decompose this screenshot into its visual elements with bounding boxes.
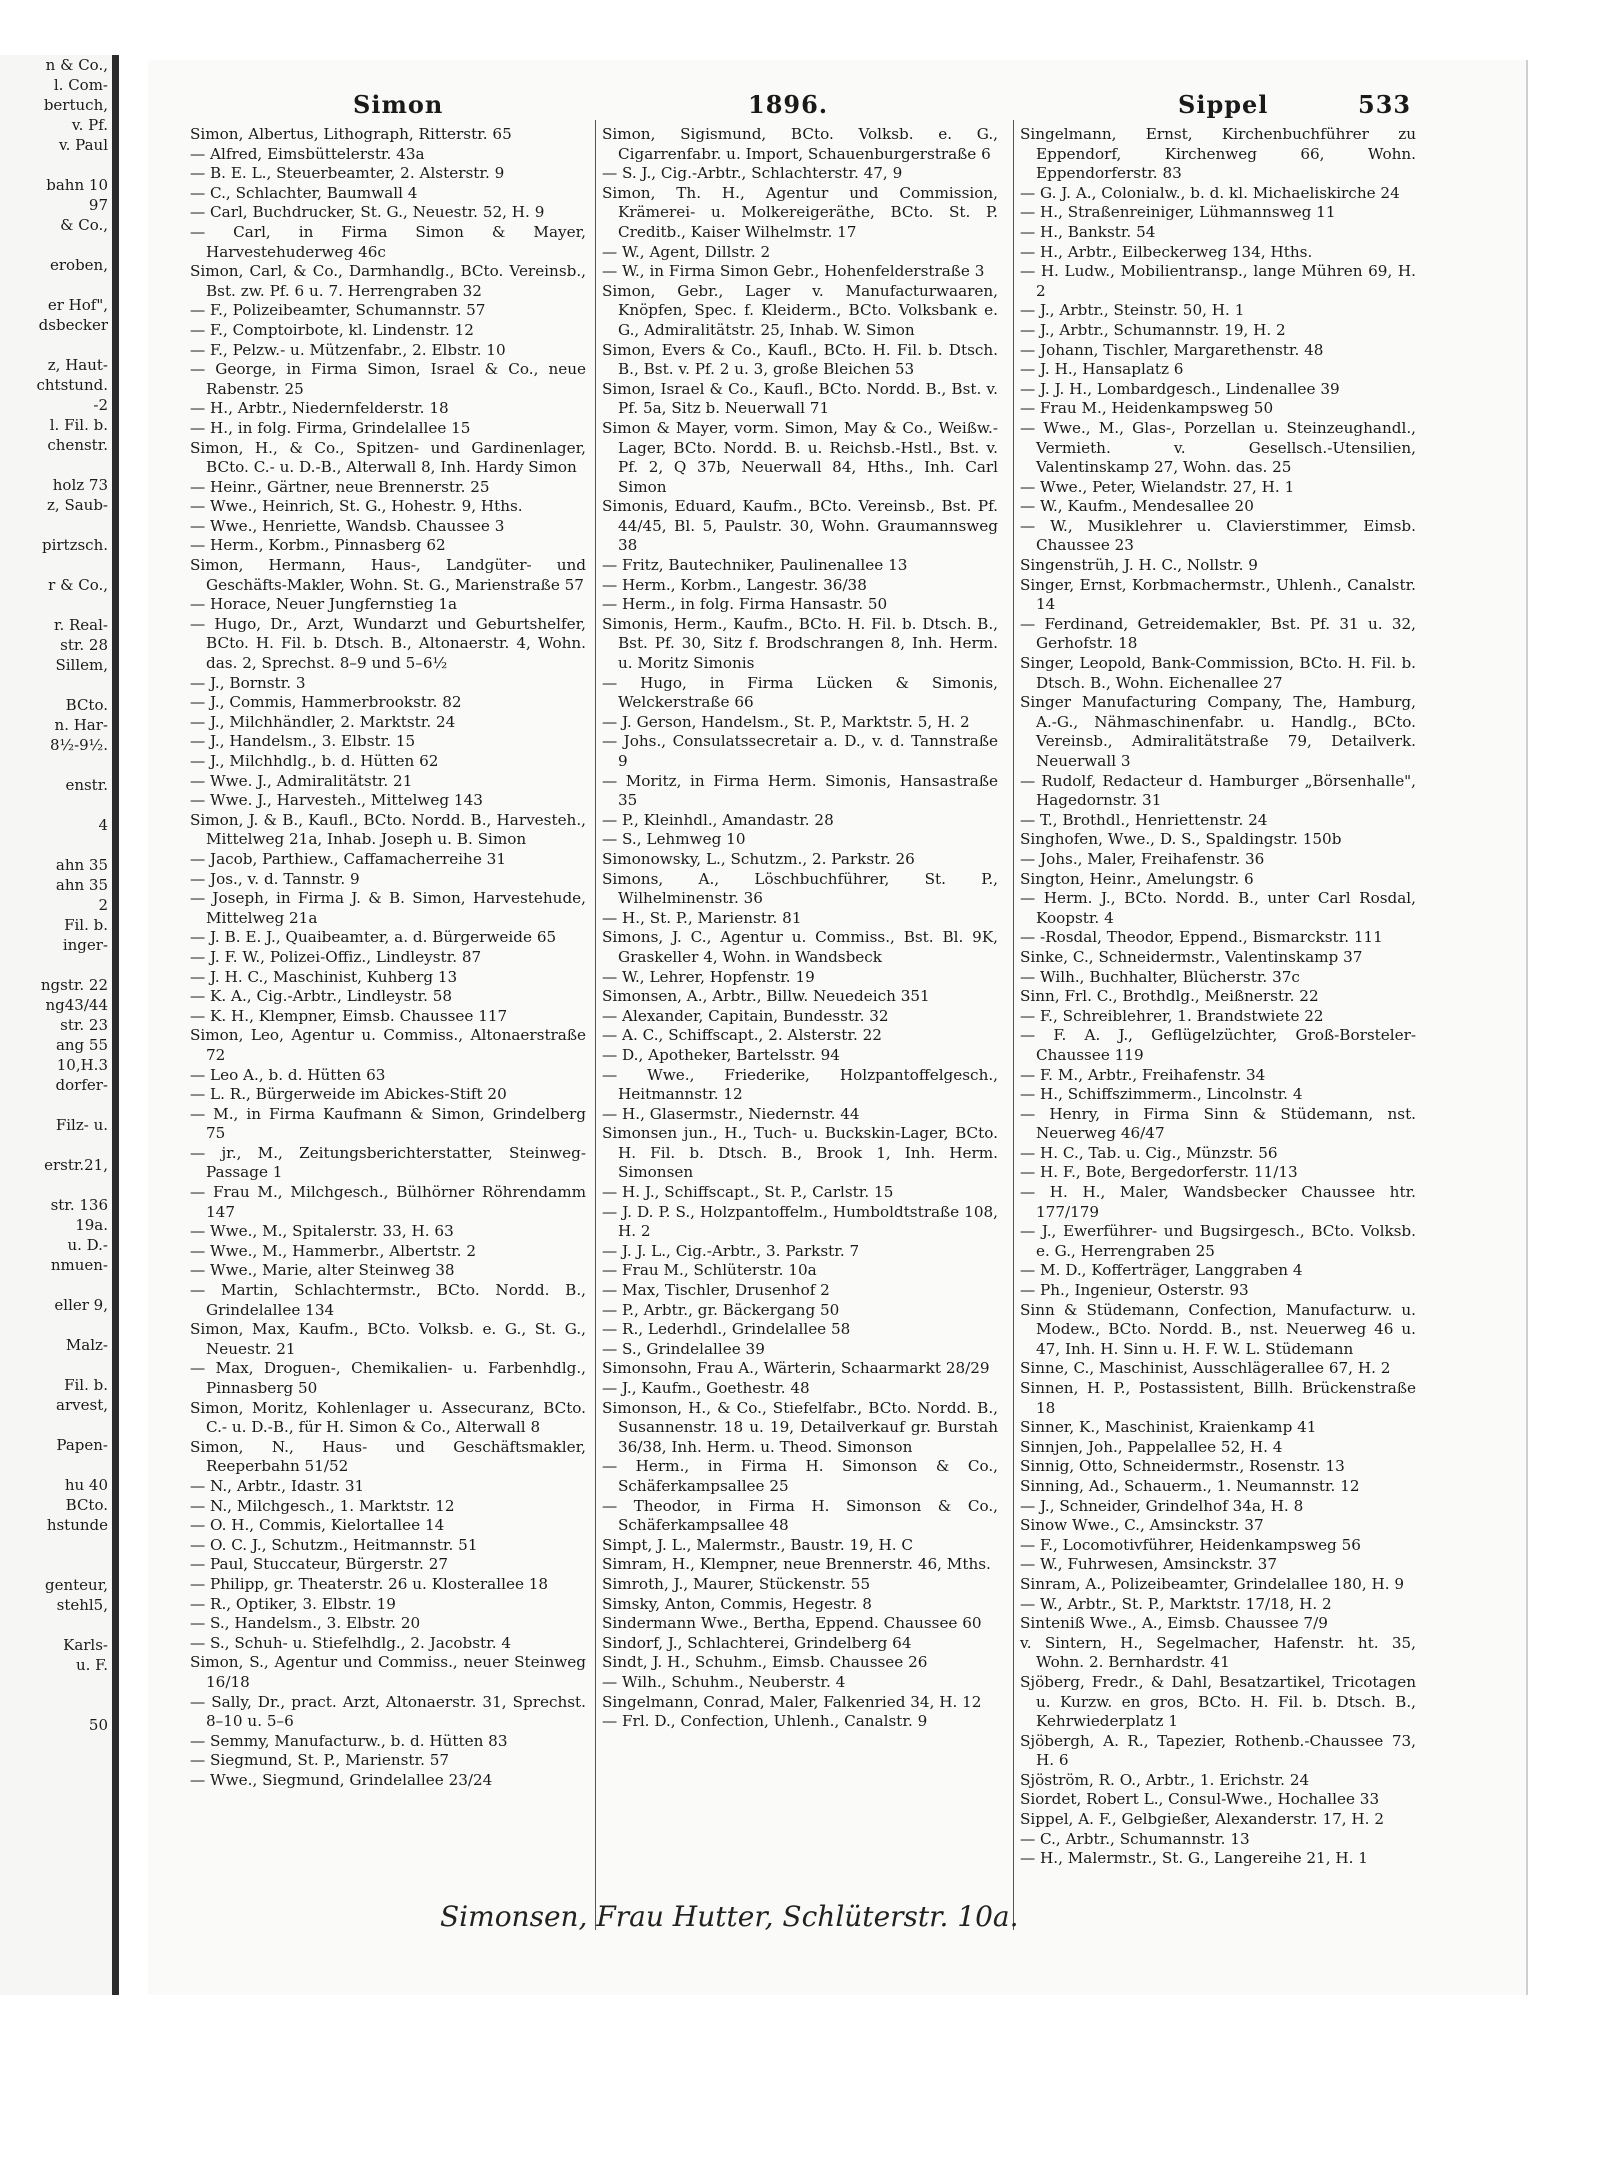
prev-page-fragment: & Co., <box>60 216 108 234</box>
directory-entry: Simonis, Eduard, Kaufm., BCto. Vereinsb., Bst. Pf. 44/45, Bl. 5, Paulstr. 30, Wohn. Graumannsweg 38 <box>602 497 998 555</box>
directory-entry: Simon, Moritz, Kohlenlager u. Assecuranz, BCto. C.- u. D.-B., für H. Simon & Co., Alterwall 8 <box>190 1398 586 1437</box>
directory-entry: — H. Ludw., Mobilientransp., lange Mühren 69, H. 2 <box>1020 262 1416 300</box>
prev-page-fragment: Fil. b. <box>64 916 108 934</box>
directory-entry: — Johs., Consulatssecretair a. D., v. d. Tannstraße 9 <box>602 732 998 770</box>
directory-entry: — Sally, Dr., pract. Arzt, Altonaerstr. 31, Sprechst. 8–10 u. 5–6 <box>190 1692 586 1731</box>
directory-entry: — Alfred, Eimsbüttelerstr. 43a <box>190 144 425 163</box>
directory-entry: — F., Comptoirbote, kl. Lindenstr. 12 <box>190 320 474 339</box>
directory-entry: — Frau M., Milchgesch., Bülhörner Röhrendamm 147 <box>190 1183 586 1221</box>
directory-entry: Singer Manufacturing Company, The, Hamburg, A.-G., Nähmaschinenfabr. u. Handlg., BCto. Vereinsb., Admiralitätstraße 79, Detailverk. Neuerwall 3 <box>1020 693 1416 770</box>
directory-entry: Sinnjen, Joh., Pappelallee 52, H. 4 <box>1020 1437 1283 1456</box>
prev-page-fragment: genteur, <box>45 1576 108 1594</box>
directory-entry: — O. H., Commis, Kielortallee 14 <box>190 1516 445 1535</box>
directory-entry: — H., Arbtr., Eilbeckerweg 134, Hths. <box>1020 242 1313 261</box>
directory-entry: Simon, Th. H., Agentur und Commission, Krämerei- u. Molkereigeräthe, BCto. St. P. Creditb., Kaiser Wilhelmstr. 17 <box>602 183 998 241</box>
column-1 <box>190 125 586 1790</box>
directory-entry: Simonsen jun., H., Tuch- u. Buckskin-Lager, BCto. H. Fil. b. Dtsch. B., Brook 1, Inh. Herm. Simonsen <box>602 1124 998 1182</box>
directory-entry: Simroth, J., Maurer, Stückenstr. 55 <box>602 1574 871 1593</box>
directory-entry: — J., Arbtr., Schumannstr. 19, H. 2 <box>1020 320 1286 339</box>
directory-entry: — Joseph, in Firma J. & B. Simon, Harvestehude, Mittelweg 21a <box>190 889 586 927</box>
directory-entry: Siordet, Robert L., Consul-Wwe., Hochallee 33 <box>1020 1790 1380 1809</box>
directory-entry: — H. J., Schiffscapt., St. P., Carlstr. 15 <box>602 1183 894 1202</box>
directory-entry: — Wwe., M., Hammerbr., Albertstr. 2 <box>190 1241 476 1260</box>
directory-entry: — J., Ewerführer- und Bugsirgesch., BCto. Volksb. e. G., Herrengraben 25 <box>1020 1222 1416 1260</box>
directory-entry: — W., Fuhrwesen, Amsinckstr. 37 <box>1020 1555 1277 1574</box>
prev-page-fragment <box>0 955 112 975</box>
prev-page-fragment: Fil. b. <box>64 1376 108 1394</box>
directory-entry: — O. C. J., Schutzm., Heitmannstr. 51 <box>190 1535 478 1554</box>
prev-page-fragment: BCto. <box>65 1496 108 1514</box>
directory-entry: Sinteniß Wwe., A., Eimsb. Chaussee 7/9 <box>1020 1614 1328 1633</box>
directory-entry: — Moritz, in Firma Herm. Simonis, Hansastraße 35 <box>602 771 998 810</box>
directory-entry: — W., Kaufm., Mendesallee 20 <box>1020 497 1254 516</box>
prev-page-fragment <box>0 455 112 475</box>
prev-page-fragment: 4 <box>98 816 108 834</box>
directory-entry: Sinner, K., Maschinist, Kraienkamp 41 <box>1020 1418 1317 1437</box>
directory-entry: Sinne, C., Maschinist, Ausschlägerallee 67, H. 2 <box>1020 1359 1391 1378</box>
directory-entry: — F. A. J., Geflügelzüchter, Groß-Borsteler-Chaussee 119 <box>1020 1026 1416 1064</box>
prev-page-fragment <box>0 1555 112 1575</box>
directory-entry: — Wwe., Friederike, Holzpantoffelgesch., Heitmannstr. 12 <box>602 1065 998 1104</box>
directory-entry: — F., Locomotivführer, Heidenkampsweg 56 <box>1020 1535 1361 1554</box>
prev-page-fragment: 97 <box>88 196 108 214</box>
running-head-left: Simon <box>353 90 444 119</box>
directory-entry: — H. F., Bote, Bergedorferstr. 11/13 <box>1020 1163 1298 1182</box>
prev-page-fragment <box>0 675 112 695</box>
prev-page-fragment <box>0 555 112 575</box>
prev-page-fragment: hstunde <box>46 1516 108 1534</box>
prev-page-fragment: dsbecker <box>38 316 108 334</box>
directory-entry: — Philipp, gr. Theaterstr. 26 u. Klosterallee 18 <box>190 1574 549 1593</box>
directory-entry: — H., Straßenreiniger, Lühmannsweg 11 <box>1020 203 1336 222</box>
directory-entry: Simonowsky, L., Schutzm., 2. Parkstr. 26 <box>602 849 915 868</box>
directory-entry: Simon, S., Agentur und Commiss., neuer Steinweg 16/18 <box>190 1653 586 1691</box>
directory-entry: Simons, J. C., Agentur u. Commiss., Bst. Bl. 9K, Graskeller 4, Wohn. in Wandsbeck <box>602 928 998 966</box>
directory-entry: — J., Commis, Hammerbrookstr. 82 <box>190 693 462 712</box>
directory-entry: — Wwe., M., Spitalerstr. 33, H. 63 <box>190 1222 454 1241</box>
directory-entry: Simon & Mayer, vorm. Simon, May & Co., Weißw.-Lager, BCto. Nordd. B. u. Reichsb.-Hstl., Bst. v. Pf. 2, Q 37b, Neuerwall 84, Hths., Inh. Carl Simon <box>602 418 998 496</box>
directory-entry: Simon, Sigismund, BCto. Volksb. e. G., Cigarrenfabr. u. Import, Schauenburgerstraße 6 <box>602 125 998 163</box>
directory-entry: — W., Lehrer, Hopfenstr. 19 <box>602 967 815 986</box>
prev-page-fragment: Karls- <box>63 1636 108 1654</box>
directory-entry: — Herm., in Firma H. Simonson & Co., Schäferkampsallee 25 <box>602 1457 998 1495</box>
directory-entry: Simon, Israel & Co., Kaufl., BCto. Nordd. B., Bst. v. Pf. 5a, Sitz b. Neuerwall 71 <box>602 379 998 418</box>
prev-page-fragment: stehl5, <box>56 1596 108 1614</box>
directory-entry: — M. D., Kofferträger, Langgraben 4 <box>1020 1261 1303 1280</box>
directory-entry: Simon, N., Haus- und Geschäftsmakler, Reeperbahn 51/52 <box>190 1437 586 1476</box>
prev-page-fragment <box>0 1415 112 1435</box>
directory-entry: — Wwe., Marie, alter Steinweg 38 <box>190 1261 455 1280</box>
prev-page-fragment: bahn 10 <box>46 176 108 194</box>
prev-page-fragment <box>0 155 112 175</box>
prev-page-fragment <box>0 1315 112 1335</box>
directory-entry: Simsky, Anton, Commis, Hegestr. 8 <box>602 1594 872 1613</box>
directory-entry: — -Rosdal, Theodor, Eppend., Bismarckstr. 111 <box>1020 928 1383 947</box>
directory-entry: Singer, Ernst, Korbmachermstr., Uhlenh., Canalstr. 14 <box>1020 575 1416 614</box>
directory-entry: — S., Handelsm., 3. Elbstr. 20 <box>190 1614 421 1633</box>
directory-entry: Singenstrüh, J. H. C., Nollstr. 9 <box>1020 556 1258 575</box>
directory-entry: — H., Malermstr., St. G., Langereihe 21, H. 1 <box>1020 1849 1368 1868</box>
prev-page-fragment: l. Fil. b. <box>49 416 108 434</box>
directory-entry: — Martin, Schlachtermstr., BCto. Nordd. B., Grindelallee 134 <box>190 1281 586 1319</box>
prev-page-fragment: 2 <box>98 896 108 914</box>
directory-entry: — Frau M., Schlüterstr. 10a <box>602 1261 817 1280</box>
directory-entry: Sinnig, Otto, Schneidermstr., Rosenstr. 13 <box>1020 1457 1345 1476</box>
prev-page-fragment: Malz- <box>65 1336 108 1354</box>
directory-entry: — J., Kaufm., Goethestr. 48 <box>602 1379 810 1397</box>
directory-entry: — Jacob, Parthiew., Caffamacherreihe 31 <box>190 849 506 868</box>
directory-entry: Sington, Heinr., Amelungstr. 6 <box>1020 869 1254 888</box>
prev-page-fragment: 8½-9½. <box>49 736 108 754</box>
directory-entry: — R., Optiker, 3. Elbstr. 19 <box>190 1594 396 1613</box>
prev-page-fragment: Papen- <box>56 1436 108 1454</box>
directory-entry: — Paul, Stuccateur, Bürgerstr. 27 <box>190 1555 449 1574</box>
directory-entry: Simon, Carl, & Co., Darmhandlg., BCto. Vereinsb., Bst. zw. Pf. 6 u. 7. Herrengraben 32 <box>190 262 586 300</box>
prev-page-fragment: str. 23 <box>60 1016 108 1034</box>
directory-entry: — P., Kleinhdl., Amandastr. 28 <box>602 810 834 829</box>
directory-entry: — Ph., Ingenieur, Osterstr. 93 <box>1020 1281 1249 1300</box>
prev-page-fragment: Filz- u. <box>55 1116 108 1134</box>
directory-entry: Singelmann, Conrad, Maler, Falkenried 34, H. 12 <box>602 1692 982 1711</box>
prev-page-fragment: erstr.21, <box>44 1156 108 1174</box>
prev-page-fragment: r. Real- <box>53 616 108 634</box>
prev-page-fragment: nmuen- <box>50 1256 108 1274</box>
directory-entry: — Siegmund, St. P., Marienstr. 57 <box>190 1751 450 1770</box>
prev-page-fragment: u. F. <box>75 1656 108 1674</box>
prev-page-fragment: z, Haut- <box>47 356 108 374</box>
directory-entry: Sjöbergh, A. R., Tapezier, Rothenb.-Chaussee 73, H. 6 <box>1020 1731 1416 1770</box>
prev-page-fragment: str. 136 <box>50 1196 108 1214</box>
directory-entry: Sindorf, J., Schlachterei, Grindelberg 64 <box>602 1633 912 1652</box>
directory-entry: — Johann, Tischler, Margarethenstr. 48 <box>1020 340 1324 359</box>
directory-entry: — J. Gerson, Handelsm., St. P., Marktstr. 5, H. 2 <box>602 712 970 731</box>
column-2 <box>602 125 998 1732</box>
prev-page-fragment <box>0 1275 112 1295</box>
directory-entry: Simon, Evers & Co., Kaufl., BCto. H. Fil. b. Dtsch. B., Bst. v. Pf. 2 u. 3, große Bleichen 53 <box>602 340 998 379</box>
prev-page-fragment <box>0 755 112 775</box>
directory-entry: — W., in Firma Simon Gebr., Hohenfelderstraße 3 <box>602 262 985 281</box>
directory-entry: — jr., M., Zeitungsberichterstatter, Steinweg-Passage 1 <box>190 1143 586 1182</box>
directory-entry: — Hugo, in Firma Lücken & Simonis, Welckerstraße 66 <box>602 673 998 712</box>
prev-page-fragment: eller 9, <box>54 1296 108 1314</box>
directory-entry: — S., Grindelallee 39 <box>602 1339 765 1358</box>
directory-entry: — H., Schiffszimmerm., Lincolnstr. 4 <box>1020 1085 1303 1104</box>
directory-entry: — F. M., Arbtr., Freihafenstr. 34 <box>1020 1065 1266 1084</box>
directory-entry: — J., Bornstr. 3 <box>190 673 306 692</box>
directory-entry: — C., Arbtr., Schumannstr. 13 <box>1020 1829 1250 1848</box>
prev-page-fragment: ngstr. 22 <box>40 976 108 994</box>
prev-page-fragment <box>0 235 112 255</box>
prev-page-fragment: chtstund. <box>36 376 108 394</box>
prev-page-fragment <box>0 1615 112 1635</box>
prev-page-fragment: 50 <box>88 1716 108 1734</box>
prev-page-fragment: n. Har- <box>54 716 108 734</box>
directory-entry: Simon, Gebr., Lager v. Manufacturwaaren, Knöpfen, Spec. f. Kleiderm., BCto. Volksbank e. G., Admiralitätstr. 25, Inhab. W. Simon <box>602 281 998 339</box>
directory-entry: — Alexander, Capitain, Bundesstr. 32 <box>602 1006 889 1025</box>
directory-entry: — J. F. W., Polizei-Offiz., Lindleystr. 87 <box>190 947 482 966</box>
prev-page-fragment <box>0 1535 112 1555</box>
directory-entry: v. Sintern, H., Segelmacher, Hafenstr. ht. 35, Wohn. 2. Bernhardstr. 41 <box>1020 1633 1416 1672</box>
directory-page <box>148 60 1528 1995</box>
directory-entry: — Herm., Korbm., Langestr. 36/38 <box>602 575 867 594</box>
directory-entry: — Hugo, Dr., Arzt, Wundarzt und Geburtshelfer, BCto. H. Fil. b. Dtsch. B., Altonaerstr. 4, Wohn. das. 2, Sprechst. 8–9 und 5–6½ <box>190 614 586 673</box>
directory-entry: Sippel, A. F., Gelbgießer, Alexanderstr. 17, H. 2 <box>1020 1810 1384 1829</box>
directory-entry: — D., Apotheker, Bartelsstr. 94 <box>602 1045 840 1064</box>
directory-entry: Sjöberg, Fredr., & Dahl, Besatzartikel, Tricotagen u. Kurzw. en gros, BCto. H. Fil. b. Dtsch. B., Kehrwiederplatz 1 <box>1020 1672 1416 1731</box>
directory-entry: — J., Schneider, Grindelhof 34a, H. 8 <box>1020 1496 1304 1515</box>
directory-entry: Simonis, Herm., Kaufm., BCto. H. Fil. b. Dtsch. B., Bst. Pf. 30, Sitz f. Brodschrangen 8, Inh. Herm. u. Moritz Simonis <box>602 614 998 673</box>
directory-entry: Simpt, J. L., Malermstr., Baustr. 19, H. C <box>602 1535 913 1554</box>
prev-page-fragment: BCto. <box>65 696 108 714</box>
directory-entry: — Jos., v. d. Tannstr. 9 <box>190 869 360 888</box>
directory-entry: Singhofen, Wwe., D. S., Spaldingstr. 150b <box>1020 830 1342 849</box>
directory-entry: — H. H., Maler, Wandsbecker Chaussee htr. 177/179 <box>1020 1183 1416 1221</box>
directory-entry: — J., Arbtr., Steinstr. 50, H. 1 <box>1020 301 1245 320</box>
directory-entry: — Wwe., M., Glas-, Porzellan u. Steinzeughandl., Vermieth. v. Gesellsch.-Utensilien, Valentinskamp 27, Wohn. das. 25 <box>1020 418 1416 477</box>
prev-page-fragment: ahn 35 <box>55 876 108 894</box>
prev-page-fragment: 19a. <box>75 1216 108 1234</box>
previous-page-edge <box>0 55 119 1995</box>
directory-entry: — K. H., Klempner, Eimsb. Chaussee 117 <box>190 1006 508 1025</box>
directory-entry: Simon, Hermann, Haus-, Landgüter- und Geschäfts-Makler, Wohn. St. G., Marienstraße 57 <box>190 556 586 594</box>
prev-page-fragment: str. 28 <box>60 636 108 654</box>
prev-page-fragment: u. D.- <box>67 1236 108 1254</box>
directory-entry: — M., in Firma Kaufmann & Simon, Grindelberg 75 <box>190 1104 586 1143</box>
directory-entry: — G. J. A., Colonialw., b. d. kl. Michaeliskirche 24 <box>1020 183 1400 202</box>
directory-entry: — S., Schuh- u. Stiefelhdlg., 2. Jacobstr. 4 <box>190 1633 512 1652</box>
directory-entry: — H., Arbtr., Niedernfelderstr. 18 <box>190 399 449 418</box>
directory-entry: — Frl. D., Confection, Uhlenh., Canalstr. 9 <box>602 1712 928 1731</box>
directory-entry: Simonson, H., & Co., Stiefelfabr., BCto. Nordd. B., Susannenstr. 18 u. 19, Detailverkauf gr. Burstah 36/38, Inh. Herm. u. Theod. Simonson <box>602 1398 998 1456</box>
directory-entry: — Wilh., Schuhm., Neuberstr. 4 <box>602 1672 846 1691</box>
directory-entry: Simons, A., Löschbuchführer, St. P., Wilhelminenstr. 36 <box>602 869 998 908</box>
directory-entry: — S., Lehmweg 10 <box>602 830 746 849</box>
directory-entry: — H. C., Tab. u. Cig., Münzstr. 56 <box>1020 1143 1278 1162</box>
directory-entry: — H., St. P., Marienstr. 81 <box>602 908 802 927</box>
directory-entry: — J. J. L., Cig.-Arbtr., 3. Parkstr. 7 <box>602 1241 860 1260</box>
page-number: 533 <box>1358 90 1412 119</box>
directory-entry: — Wwe. J., Harvesteh., Mittelweg 143 <box>190 791 483 810</box>
directory-entry: — A. C., Schiffscapt., 2. Alsterstr. 22 <box>602 1026 882 1045</box>
directory-entry: — P., Arbtr., gr. Bäckergang 50 <box>602 1300 840 1319</box>
directory-entry: — Herm., in folg. Firma Hansastr. 50 <box>602 595 888 614</box>
prev-page-fragment: r & Co., <box>48 576 108 594</box>
directory-entry: — Wwe., Peter, Wielandstr. 27, H. 1 <box>1020 477 1295 496</box>
directory-entry: — L. R., Bürgerweide im Abickes-Stift 20 <box>190 1085 507 1104</box>
directory-entry: — F., Polizeibeamter, Schumannstr. 57 <box>190 301 486 320</box>
directory-entry: — W., Agent, Dillstr. 2 <box>602 242 771 261</box>
directory-entry: — F., Schreiblehrer, 1. Brandstwiete 22 <box>1020 1006 1324 1025</box>
prev-page-fragment: l. Com- <box>53 76 108 94</box>
directory-entry: — Wwe., Siegmund, Grindelallee 23/24 <box>190 1770 493 1789</box>
directory-entry: — S. J., Cig.-Arbtr., Schlachterstr. 47, 9 <box>602 164 903 183</box>
prev-page-fragment: enstr. <box>65 776 108 794</box>
prev-page-fragment <box>0 1135 112 1155</box>
directory-entry: Sindermann Wwe., Bertha, Eppend. Chaussee 60 <box>602 1614 982 1633</box>
prev-page-fragment: v. Pf. <box>71 116 108 134</box>
prev-page-fragment: bertuch, <box>43 96 108 114</box>
directory-entry: — Ferdinand, Getreidemakler, Bst. Pf. 31 u. 32, Gerhofstr. 18 <box>1020 614 1416 653</box>
prev-page-fragment: inger- <box>62 936 108 954</box>
directory-entry: Sjöström, R. O., Arbtr., 1. Erichstr. 24 <box>1020 1770 1310 1789</box>
directory-entry: Simon, J. & B., Kaufl., BCto. Nordd. B., Harvesteh., Mittelweg 21a, Inhab. Joseph u. B. Simon <box>190 810 586 849</box>
directory-entry: — W., Arbtr., St. P., Marktstr. 17/18, H. 2 <box>1020 1594 1332 1613</box>
directory-entry: Singelmann, Ernst, Kirchenbuchführer zu Eppendorf, Kirchenweg 66, Wohn. Eppendorferstr. 83 <box>1020 125 1416 183</box>
directory-entry: — Semmy, Manufacturw., b. d. Hütten 83 <box>190 1731 508 1750</box>
directory-entry: Simon, Albertus, Lithograph, Ritterstr. 65 <box>190 125 512 143</box>
directory-entry: — C., Schlachter, Baumwall 4 <box>190 183 418 202</box>
directory-entry: — J., Handelsm., 3. Elbstr. 15 <box>190 732 416 751</box>
directory-entry: — T., Brothdl., Henriettenstr. 24 <box>1020 810 1268 829</box>
directory-entry: — Rudolf, Redacteur d. Hamburger „Börsenhalle", Hagedornstr. 31 <box>1020 771 1416 810</box>
directory-entry: — Henry, in Firma Sinn & Stüdemann, nst. Neuerweg 46/47 <box>1020 1104 1416 1143</box>
prev-page-fragment <box>0 835 112 855</box>
column-3 <box>1020 125 1416 1869</box>
directory-entry: — N., Arbtr., Idastr. 31 <box>190 1476 365 1495</box>
directory-entry: — B. E. L., Steuerbeamter, 2. Alsterstr. 9 <box>190 164 505 183</box>
directory-entry: — Wwe., Henriette, Wandsb. Chaussee 3 <box>190 516 505 535</box>
directory-entry: — Wwe. J., Admiralitätstr. 21 <box>190 771 413 790</box>
prev-page-fragment <box>0 1695 112 1715</box>
prev-page-fragment: z, Saub- <box>47 496 108 514</box>
column-rule <box>1013 120 1014 1930</box>
prev-page-fragment: v. Paul <box>58 136 108 154</box>
directory-entry: Sinn, Frl. C., Brothdlg., Meißnerstr. 22 <box>1020 987 1319 1006</box>
directory-entry: — Leo A., b. d. Hütten 63 <box>190 1065 386 1084</box>
directory-entry: — Max, Tischler, Drusenhof 2 <box>602 1281 830 1300</box>
prev-page-fragment: 10,H.3 <box>56 1056 108 1074</box>
prev-page-fragment: chenstr. <box>47 436 108 454</box>
directory-entry: — R., Lederhdl., Grindelallee 58 <box>602 1320 851 1339</box>
prev-page-fragment: Sillem, <box>55 656 108 674</box>
directory-entry: Sinow Wwe., C., Amsinckstr. 37 <box>1020 1516 1264 1535</box>
prev-page-fragment <box>0 1455 112 1475</box>
prev-page-fragment: ang 55 <box>55 1036 108 1054</box>
prev-page-fragment <box>0 515 112 535</box>
directory-entry: Sindt, J. H., Schuhm., Eimsb. Chaussee 26 <box>602 1653 928 1672</box>
prev-page-fragment: -2 <box>93 396 108 414</box>
directory-entry: Simonsohn, Frau A., Wärterin, Schaarmarkt 28/29 <box>602 1359 990 1378</box>
directory-entry: Sinning, Ad., Schauerm., 1. Neumannstr. 12 <box>1020 1476 1360 1495</box>
prev-page-fragment <box>0 335 112 355</box>
prev-page-fragment: arvest, <box>56 1396 108 1414</box>
prev-page-fragment <box>0 1175 112 1195</box>
directory-entry: — W., Musiklehrer u. Clavierstimmer, Eimsb. Chaussee 23 <box>1020 516 1416 555</box>
directory-entry: — J. H. C., Maschinist, Kuhberg 13 <box>190 967 458 986</box>
directory-entry: — J. J. H., Lombardgesch., Lindenallee 39 <box>1020 379 1340 398</box>
prev-page-fragment: holz 73 <box>52 476 108 494</box>
directory-entry: — J. H., Hansaplatz 6 <box>1020 360 1184 379</box>
directory-entry: — Carl, Buchdrucker, St. G., Neuestr. 52, H. 9 <box>190 203 545 222</box>
prev-page-fragment: er Hof", <box>47 296 108 314</box>
prev-page-fragment: hu 40 <box>64 1476 108 1494</box>
directory-entry: — J. D. P. S., Holzpantoffelm., Humboldtstraße 108, H. 2 <box>602 1202 998 1241</box>
directory-entry: — Frau M., Heidenkampsweg 50 <box>1020 399 1274 418</box>
prev-page-fragment <box>0 595 112 615</box>
prev-page-fragment: pirtzsch. <box>41 536 108 554</box>
directory-entry: — Horace, Neuer Jungfernstieg 1a <box>190 595 458 614</box>
directory-entry: — F., Pelzw.- u. Mützenfabr., 2. Elbstr. 10 <box>190 340 506 359</box>
directory-entry: — Theodor, in Firma H. Simonson & Co., Schäferkampsallee 48 <box>602 1496 998 1535</box>
directory-entry: — Johs., Maler, Freihafenstr. 36 <box>1020 849 1265 868</box>
directory-entry: — H., Glasermstr., Niedernstr. 44 <box>602 1104 860 1123</box>
directory-entry: Singer, Leopold, Bank-Commission, BCto. H. Fil. b. Dtsch. B., Wohn. Eichenallee 27 <box>1020 654 1416 692</box>
directory-entry: — K. A., Cig.-Arbtr., Lindleystr. 58 <box>190 987 453 1006</box>
directory-entry: Simon, H., & Co., Spitzen- und Gardinenlager, BCto. C.- u. D.-B., Alterwall 8, Inh. Hardy Simon <box>190 438 586 477</box>
directory-entry: Sinnen, H. P., Postassistent, Billh. Brückenstraße 18 <box>1020 1379 1416 1417</box>
directory-entry: Simon, Max, Kaufm., BCto. Volksb. e. G., St. G., Neuestr. 21 <box>190 1320 586 1358</box>
directory-entry: — N., Milchgesch., 1. Marktstr. 12 <box>190 1496 455 1515</box>
directory-entry: — H., in folg. Firma, Grindelallee 15 <box>190 418 471 437</box>
directory-entry: — Herm. J., BCto. Nordd. B., unter Carl Rosdal, Koopstr. 4 <box>1020 889 1416 927</box>
running-head-right: Sippel <box>1178 90 1269 119</box>
prev-page-fragment <box>0 1095 112 1115</box>
directory-entry: Sinram, A., Polizeibeamter, Grindelallee 180, H. 9 <box>1020 1574 1405 1593</box>
prev-page-fragment: n & Co., <box>45 56 108 74</box>
column-rule <box>595 120 596 1930</box>
directory-entry: — H., Bankstr. 54 <box>1020 222 1156 241</box>
prev-page-fragment: ng43/44 <box>45 996 108 1014</box>
handwritten-note: Simonsen, Frau Hutter, Schlüterstr. 10a. <box>440 1900 1019 1933</box>
directory-entry: — Fritz, Bautechniker, Paulinenallee 13 <box>602 556 908 575</box>
prev-page-fragment <box>0 1675 112 1695</box>
directory-entry: Simon, Leo, Agentur u. Commiss., Altonaerstraße 72 <box>190 1026 586 1064</box>
directory-entry: — J., Milchhändler, 2. Marktstr. 24 <box>190 712 456 731</box>
directory-entry: — J., Milchhdlg., b. d. Hütten 62 <box>190 752 439 770</box>
prev-page-fragment <box>0 795 112 815</box>
running-head-year: 1896. <box>748 90 829 119</box>
directory-entry: — Herm., Korbm., Pinnasberg 62 <box>190 536 446 555</box>
directory-entry: — J. B. E. J., Quaibeamter, a. d. Bürgerweide 65 <box>190 928 557 947</box>
directory-entry: — Carl, in Firma Simon & Mayer, Harvestehuderweg 46c <box>190 222 586 261</box>
directory-entry: Sinke, C., Schneidermstr., Valentinskamp 37 <box>1020 947 1363 966</box>
directory-entry: Simonsen, A., Arbtr., Billw. Neuedeich 351 <box>602 987 930 1006</box>
prev-page-fragment <box>0 1355 112 1375</box>
prev-page-fragment <box>0 275 112 295</box>
directory-entry: Simram, H., Klempner, neue Brennerstr. 46, Mths. <box>602 1555 991 1574</box>
directory-entry: — Max, Droguen-, Chemikalien- u. Farbenhdlg., Pinnasberg 50 <box>190 1359 586 1397</box>
prev-page-fragment: dorfer- <box>55 1076 108 1094</box>
directory-entry: — Wwe., Heinrich, St. G., Hohestr. 9, Hths. <box>190 497 523 516</box>
directory-entry: — Wilh., Buchhalter, Blücherstr. 37c <box>1020 967 1300 986</box>
directory-entry: — George, in Firma Simon, Israel & Co., neue Rabenstr. 25 <box>190 360 586 398</box>
directory-entry: — Heinr., Gärtner, neue Brennerstr. 25 <box>190 477 490 496</box>
prev-page-fragment: ahn 35 <box>55 856 108 874</box>
directory-entry: Sinn & Stüdemann, Confection, Manufacturw. u. Modew., BCto. Nordd. B., nst. Neuerweg 46 u. 47, Inh. H. Sinn u. H. F. W. L. Stüdemann <box>1020 1300 1416 1358</box>
prev-page-fragment: eroben, <box>50 256 108 274</box>
